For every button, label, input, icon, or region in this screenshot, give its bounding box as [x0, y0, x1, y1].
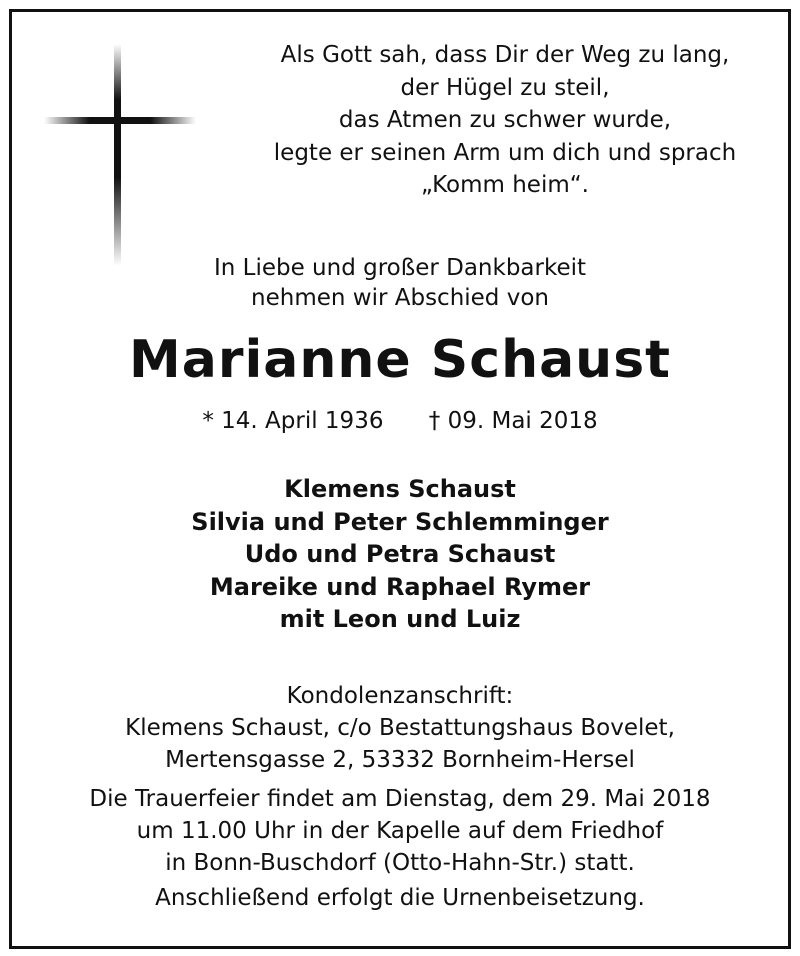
cross-horizontal-beam [44, 117, 196, 124]
cross-vertical-beam [114, 44, 121, 266]
birth-date: * 14. April 1936 [202, 408, 384, 434]
funeral-service-info [0, 783, 800, 879]
condolence-heading: Kondolenzanschrift: [286, 683, 514, 709]
intro-line: nehmen wir Abschied von [251, 285, 549, 311]
poem-line: „Komm heim“. [421, 172, 589, 198]
poem-line: legte er seinen Arm um dich und sprach [273, 139, 737, 166]
poem [250, 39, 760, 202]
family-member: mit Leon und Luiz [279, 605, 521, 633]
death-date: † 09. Mai 2018 [428, 408, 598, 434]
family-member: Udo und Petra Schaust [244, 540, 556, 568]
poem-line: Als Gott sah, dass Dir der Weg zu lang, [280, 42, 730, 68]
condolence-address [0, 680, 800, 776]
family-member: Mareike und Raphael Rymer [209, 572, 591, 601]
intro-line: In Liebe und großer Dankbarkeit [213, 255, 587, 281]
burial-info: Anschließend erfolgt die Urnenbeisetzung. [155, 885, 645, 911]
service-line: in Bonn-Buschdorf (Otto-Hahn-Str.) statt. [165, 850, 635, 876]
service-line: um 11.00 Uhr in der Kapelle auf dem Friedhof [136, 818, 664, 844]
service-line: Die Trauerfeier findet am Dienstag, dem 29. Mai 2018 [89, 786, 711, 812]
family-member: Silvia und Peter Schlemminger [191, 507, 609, 536]
poem-line: das Atmen zu schwer wurde, [338, 107, 672, 133]
cross-icon [44, 44, 196, 266]
family-member: Klemens Schaust [284, 475, 516, 503]
poem-line: der Hügel zu steil, [400, 74, 610, 101]
deceased-name: Marianne Schaust [128, 330, 672, 390]
life-dates [0, 406, 800, 436]
condolence-line: Klemens Schaust, c/o Bestattungshaus Bovelet, [125, 715, 675, 741]
intro-text [100, 253, 700, 313]
condolence-line: Mertensgasse 2, 53332 Bornheim-Hersel [165, 747, 635, 773]
family-list [0, 473, 800, 636]
